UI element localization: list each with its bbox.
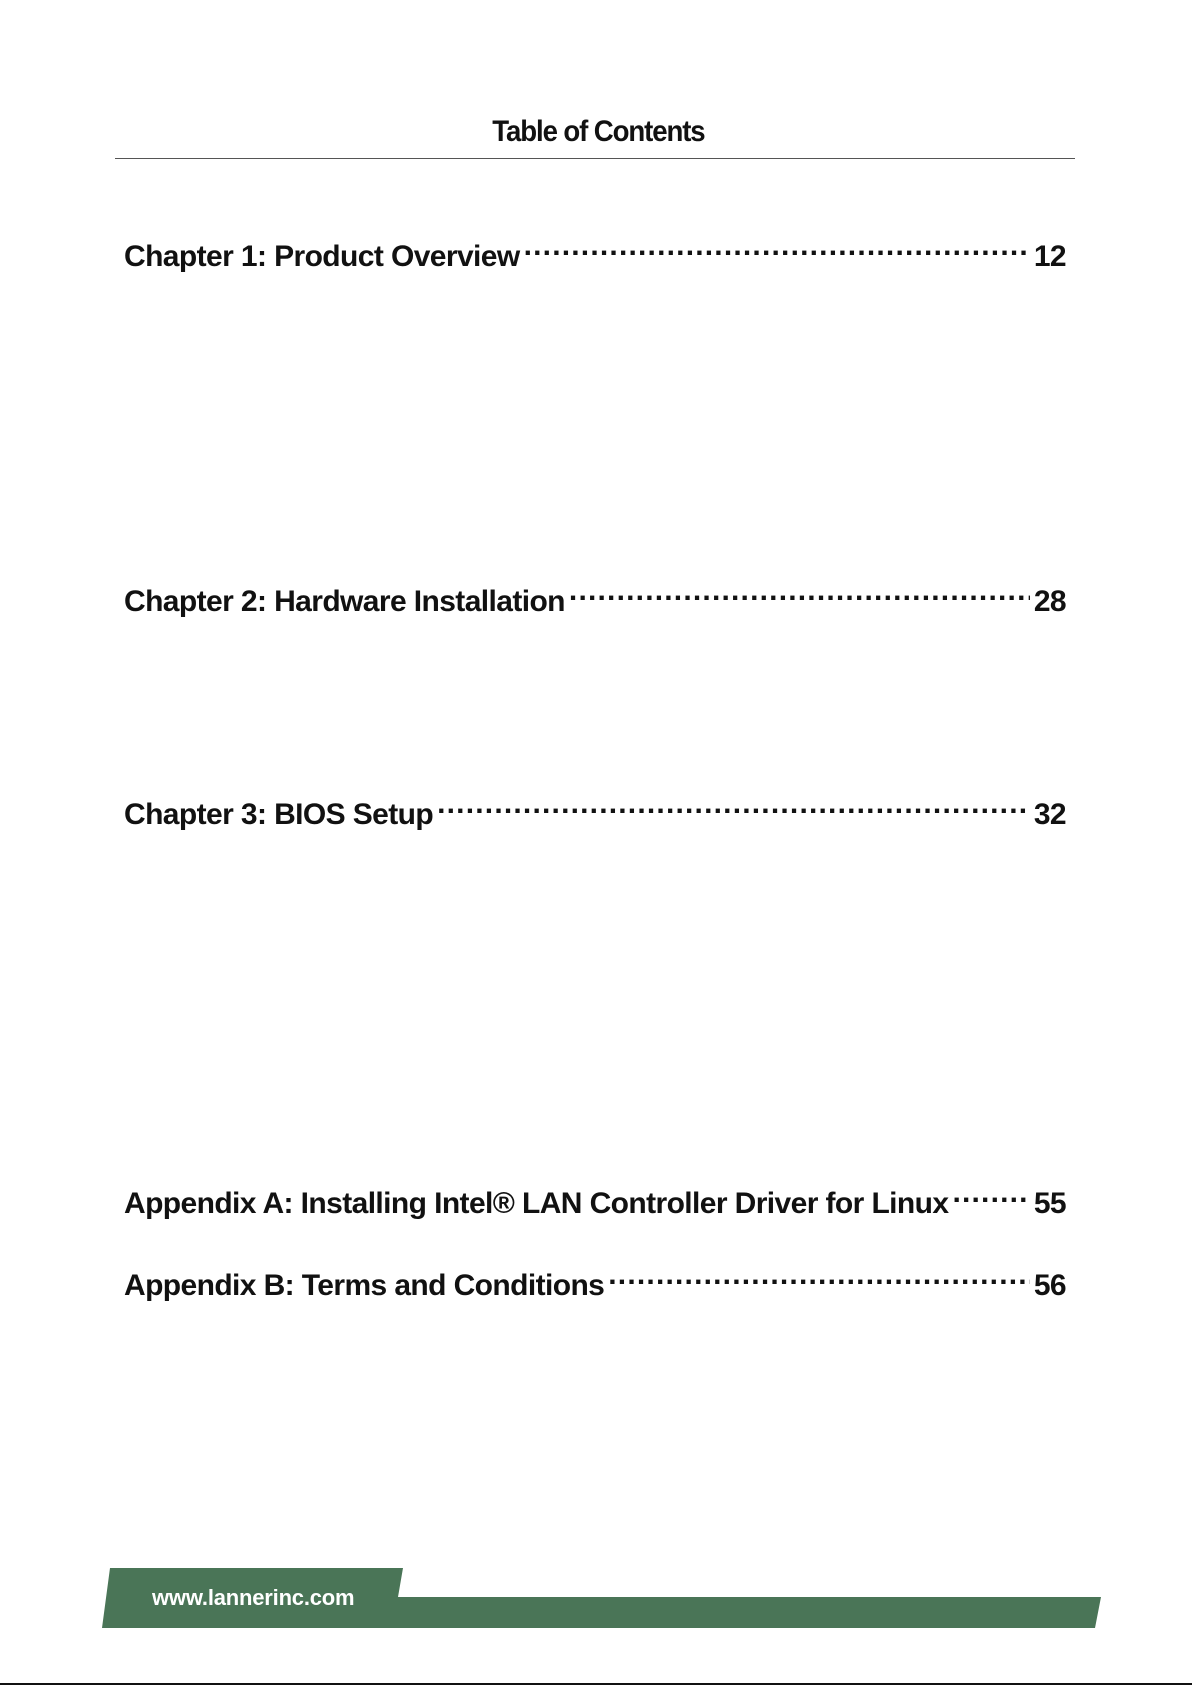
toc-entry-page: 56 xyxy=(1033,1269,1066,1302)
dot-leader xyxy=(608,1255,1030,1295)
toc-entry-page: 55 xyxy=(1033,1187,1066,1220)
toc-entry-appendix-a[interactable] xyxy=(124,1173,1066,1220)
toc-entry-page: 32 xyxy=(1033,798,1066,831)
dot-leader xyxy=(569,571,1030,611)
page-title: Table of Contents xyxy=(492,115,705,148)
title-divider xyxy=(115,158,1075,159)
toc-entry-chapter-1[interactable] xyxy=(124,226,1066,273)
dot-leader xyxy=(524,226,1030,266)
dot-leader xyxy=(952,1173,1029,1213)
footer-website-link[interactable]: www.lannerinc.com xyxy=(152,1585,355,1610)
toc-entry-label: Appendix B: Terms and Conditions xyxy=(124,1269,605,1302)
toc-entry-page: 12 xyxy=(1033,240,1066,273)
toc-entry-label: Appendix A: Installing Intel® LAN Controller Driver for Linux xyxy=(124,1187,949,1220)
toc-entry-page: 28 xyxy=(1033,585,1066,618)
toc-entry-label: Chapter 2: Hardware Installation xyxy=(124,585,565,618)
toc-entry-chapter-2[interactable] xyxy=(124,571,1066,618)
toc-entry-label: Chapter 3: BIOS Setup xyxy=(124,798,434,831)
toc-entry-label: Chapter 1: Product Overview xyxy=(124,240,520,273)
toc-entry-appendix-b[interactable] xyxy=(124,1255,1066,1302)
dot-leader xyxy=(437,784,1030,824)
toc-entry-chapter-3[interactable] xyxy=(124,784,1066,831)
